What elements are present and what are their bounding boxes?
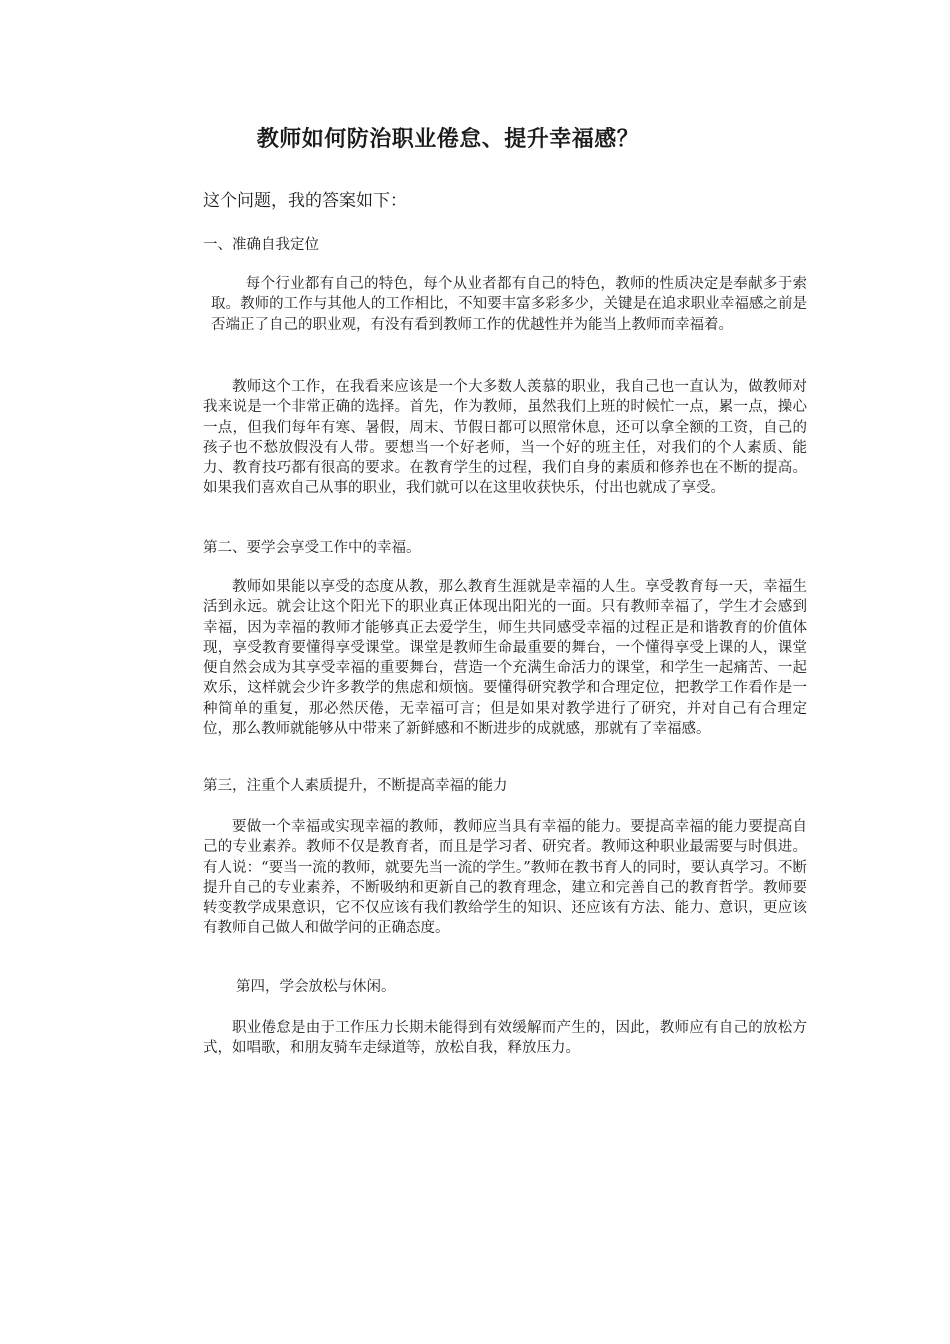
page-title: 教师如何防治职业倦怠、提升幸福感？ bbox=[256, 126, 640, 152]
section-heading-3: 第三，注重个人素质提升，不断提高幸福的能力 bbox=[203, 778, 508, 794]
section-heading-4: 第四，学会放松与休闲。 bbox=[236, 979, 396, 995]
section-2-paragraph-1: 教师如果能以享受的态度从教，那么教育生涯就是幸福的人生。享受教育每一天，幸福生活到永远。就会让这个阳光下的职业真正体现出阳光的一面。只有教师幸福了，学生才会感到幸福，因为幸福的教师才能够真正去爱学生，师生共同感受幸福的过程正是和谐教育的价值体现，享受教育要懂得享受课堂。课堂是教师生命最重要的舞台，一个懂得享受上课的人，课堂便自然会成为其享受幸福的重要舞台，营造一个充满生命活力的课堂，和学生一起痛苦、一起欢乐，这样就会少许多教学的焦虑和烦恼。要懂得研究教学和合理定位，把教学工作看作是一种简单的重复，那必然厌倦，无幸福可言；但是如果对教学进行了研究，并对自己有合理定位，那么教师就能够从中带来了新鲜感和不断进步的成就感，那就有了幸福感。 bbox=[203, 579, 807, 738]
section-heading-2: 第二、要学会享受工作中的幸福。 bbox=[203, 540, 421, 556]
section-1-paragraph-2: 教师这个工作，在我看来应该是一个大多数人羡慕的职业，我自己也一直认为，做教师对我来说是一个非常正确的选择。首先，作为教师，虽然我们上班的时候忙一点，累一点，操心一点，但我们每年有寒、暑假，周末、节假日都可以照常休息，还可以拿全额的工资，自己的孩子也不愁放假没有人带。要想当一个好老师，当一个好的班主任，对我们的个人素质、能力、教育技巧都有很高的要求。在教育学生的过程，我们自身的素质和修养也在不断的提高。如果我们喜欢自己从事的职业，我们就可以在这里收获快乐，付出也就成了享受。 bbox=[203, 379, 807, 497]
section-4-paragraph-1: 职业倦怠是由于工作压力长期未能得到有效缓解而产生的，因此，教师应有自己的放松方式，如唱歌，和朋友骑车走绿道等，放松自我，释放压力。 bbox=[203, 1020, 807, 1057]
intro-text: 这个问题，我的答案如下： bbox=[203, 191, 407, 211]
section-heading-1: 一、准确自我定位 bbox=[203, 237, 319, 253]
section-3-paragraph-1: 要做一个幸福或实现幸福的教师，教师应当具有幸福的能力。要提高幸福的能力要提高自己的专业素养。教师不仅是教育者，而且是学习者、研究者。教师这种职业最需要与时俱进。有人说：“要当一流的教师，就要先当一流的学生。”教师在教书育人的同时，要认真学习。不断提升自己的专业素养，不断吸纳和更新自己的教育理念，建立和完善自己的教育哲学。教师要转变教学成果意识，它不仅应该有我们教给学生的知识、还应该有方法、能力、意识，更应该有教师自己做人和做学问的正确态度。 bbox=[203, 819, 807, 937]
section-1-paragraph-1: 每个行业都有自己的特色，每个从业者都有自己的特色，教师的性质决定是奉献多于索取。教师的工作与其他人的工作相比，不知要丰富多彩多少，关键是在追求职业幸福感之前是否端正了自己的职业观，有没有看到教师工作的优越性并为能当上教师而幸福着。 bbox=[211, 276, 807, 333]
